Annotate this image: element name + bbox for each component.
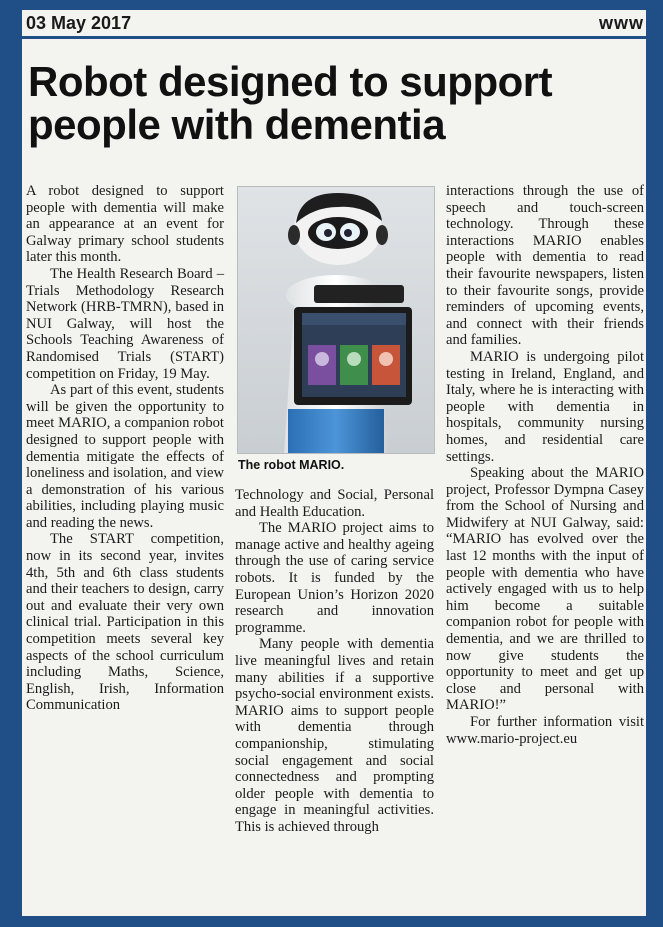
column-2 [235,487,434,835]
paragraph: The START competition, now in its second year, invites 4th, 5th and 6th class students and their teachers to design, carry out and evaluate their very own clinical trial. Participation in this competition meets several key aspects of the school curriculum including Maths, Science, English, Irish, Information Communication [26,531,224,714]
headline-line-1: Robot designed to support [28,58,553,105]
paragraph: For further information visit www.mario-project.eu [446,714,644,747]
website-fragment: www [598,13,644,33]
paragraph: Many people with dementia live meaningful lives and retain many abilities if a supportive psycho-social environment exists. MARIO aims to support people with dementia through companionship, stimulating social engagement and social connectedness and prompting older people with dementia to engage in meaningful activities. This is achieved through [235,636,434,835]
photo-caption: The robot MARIO. [238,458,345,472]
paragraph: interactions through the use of speech and touch-screen technology. Through these interactions MARIO enables people with dementia to read their favourite newspapers, listen to their favourite songs, provide reminders of upcoming events, and connect with their friends and families. [446,183,644,349]
column-1 [26,183,224,714]
paragraph: As part of this event, students will be given the opportunity to meet MARIO, a companion robot designed to support people with dementia mitigate the effects of loneliness and isolation, and view a demonstration of his various abilities, including playing music and reading the news. [26,382,224,531]
robot-image [238,187,434,453]
headline-line-2: people with dementia [28,101,446,148]
paragraph: The MARIO project aims to manage active and healthy ageing through the use of caring service robots. It is funded by the European Union’s Horizon 2020 research and innovation programme. [235,520,434,636]
page-frame [10,8,653,919]
paragraph: Speaking about the MARIO project, Professor Dympna Casey from the School of Nursing and Midwifery at NUI Galway, said: “MARIO has evolved over the last 12 months with the input of people with dementia who have actively engaged with us to help him become a suitable companion robot for people with dementia, and we are thrilled to now give students the opportunity to meet and get up close and personal with MARIO!” [446,465,644,714]
paragraph: MARIO is undergoing pilot testing in Ireland, England, and Italy, where he is interacting with people with dementia in hospitals, community nursing homes, and residential care settings. [446,348,644,465]
paragraph: A robot designed to support people with dementia will make an appearance at an event for Galway primary school students later this month. [26,183,224,266]
robot-photo [237,186,435,454]
publication-date: 03 May 2017 [26,13,132,33]
newspaper-clipping [22,10,646,916]
paragraph: Technology and Social, Personal and Health Education. [235,487,434,520]
paragraph: The Health Research Board – Trials Methodology Research Network (HRB-TMRN), based in NUI Galway, will host the Schools Teaching Awareness of Randomised Trials (START) competition on Friday, 19 May. [26,265,224,382]
headline [28,60,643,146]
dateline-bar [22,10,646,39]
column-3 [446,183,644,747]
